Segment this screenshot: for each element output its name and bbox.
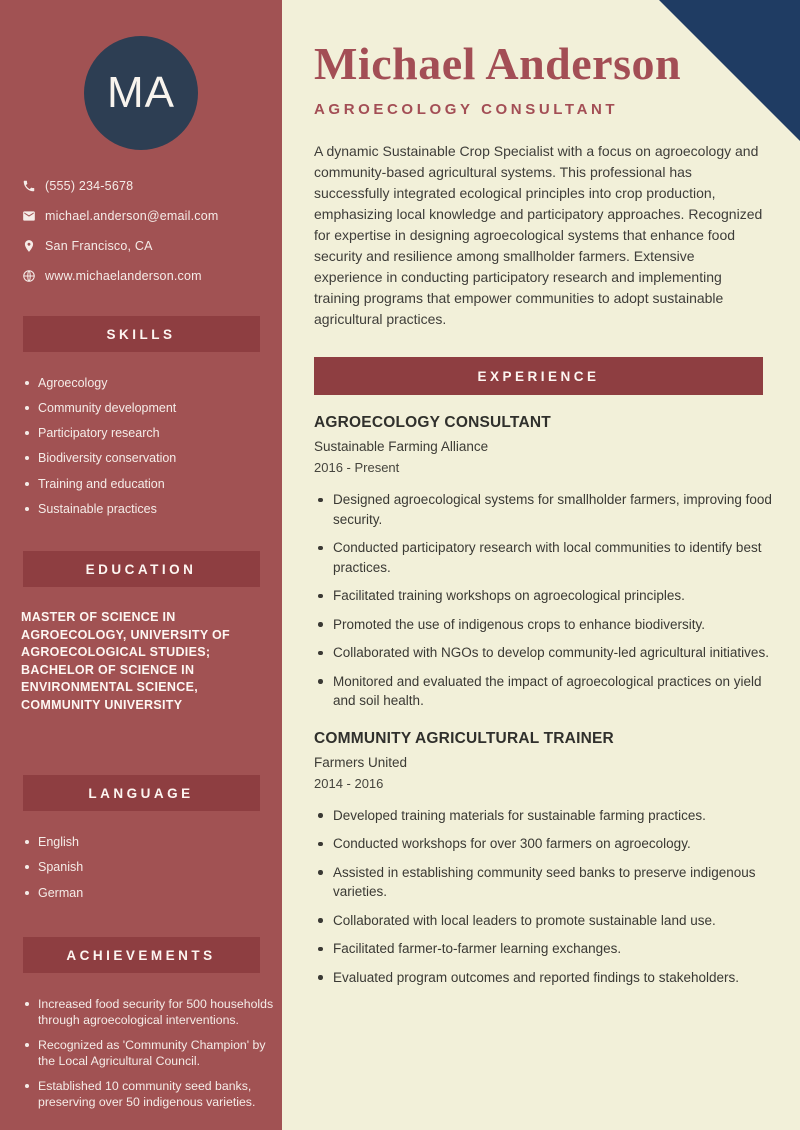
job-bullet-list	[314, 490, 772, 711]
phone-icon	[22, 179, 36, 193]
profile-summary: A dynamic Sustainable Crop Specialist with a focus on agroecology and community-based agricultural systems. This professional has successfully integrated ecological principles into crop production, emphasizing local knowledge and participatory approaches. Recognized for expertise in designing agroecological systems that enhance food security and resilience among smallholder farmers. Extensive experience in conducting participatory research and implementing training programs that empower communities to adopt sustainable agricultural practices.	[314, 143, 763, 328]
job-title: AGROECOLOGY CONSULTANT	[314, 414, 551, 432]
phone-number: (555) 234-5678	[45, 179, 134, 193]
job-bullet: Promoted the use of indigenous crops to enhance biodiversity.	[314, 615, 772, 635]
job-bullet: Assisted in establishing community seed banks to preserve indigenous varieties.	[314, 863, 772, 902]
experience-title: EXPERIENCE	[477, 368, 600, 384]
skills-list	[25, 376, 282, 517]
job-bullet: Collaborated with NGOs to develop community-led agricultural initiatives.	[314, 643, 772, 663]
skill-item: Biodiversity conservation	[25, 451, 282, 467]
job-bullet-list	[314, 806, 772, 988]
skills-section-header	[23, 316, 260, 352]
job-dates: 2014 - 2016	[314, 775, 384, 791]
skill-item: Sustainable practices	[25, 502, 282, 518]
skill-item: Agroecology	[25, 376, 282, 392]
contact-row-phone	[22, 179, 282, 193]
language-item: Spanish	[25, 860, 282, 876]
email-address: michael.anderson@email.com	[45, 209, 219, 223]
website-url: www.michaelanderson.com	[45, 269, 202, 283]
job-bullet: Facilitated training workshops on agroecological principles.	[314, 586, 772, 606]
skill-item: Participatory research	[25, 426, 282, 442]
job-company: Farmers United	[314, 754, 408, 770]
job-bullet: Conducted participatory research with local communities to identify best practices.	[314, 538, 772, 577]
language-item: English	[25, 835, 282, 851]
job-entry-1	[314, 414, 772, 711]
website-icon	[22, 269, 36, 283]
job-dates: 2016 - Present	[314, 460, 400, 476]
contact-info	[22, 179, 282, 283]
person-job-title: AGROECOLOGY CONSULTANT	[314, 101, 619, 119]
job-entry-2	[314, 730, 772, 988]
job-bullet: Collaborated with local leaders to promote sustainable land use.	[314, 911, 772, 931]
skill-item: Community development	[25, 401, 282, 417]
job-bullet: Monitored and evaluated the impact of agroecological practices on yield and soil health.	[314, 672, 772, 711]
language-title: LANGUAGE	[88, 785, 194, 801]
contact-row-website	[22, 269, 282, 283]
job-bullet: Conducted workshops for over 300 farmers on agroecology.	[314, 834, 772, 854]
language-list	[25, 835, 282, 901]
experience-section-header	[314, 357, 763, 395]
achievements-list	[25, 997, 282, 1110]
education-text: MASTER OF SCIENCE IN AGROECOLOGY, UNIVERSITY OF AGROECOLOGICAL STUDIES; BACHELOR OF SCIENCE IN ENVIRONMENTAL SCIENCE, COMMUNITY UNIVERSITY	[21, 610, 230, 712]
location-text: San Francisco, CA	[45, 239, 153, 253]
main-content	[282, 0, 800, 1130]
achievement-item: Recognized as 'Community Champion' by the Local Agricultural Council.	[25, 1038, 282, 1069]
education-title: EDUCATION	[85, 561, 197, 577]
job-bullet: Developed training materials for sustainable farming practices.	[314, 806, 772, 826]
person-name: Michael Anderson	[314, 38, 682, 89]
education-section-header	[23, 551, 260, 587]
achievement-item: Increased food security for 500 households through agroecological interventions.	[25, 997, 282, 1028]
achievement-item: Established 10 community seed banks, preserving over 50 indigenous varieties.	[25, 1079, 282, 1110]
contact-row-email	[22, 209, 282, 223]
job-bullet: Designed agroecological systems for smallholder farmers, improving food security.	[314, 490, 772, 529]
contact-row-location	[22, 239, 282, 253]
job-title: COMMUNITY AGRICULTURAL TRAINER	[314, 729, 614, 747]
language-section-header	[23, 775, 260, 811]
avatar	[84, 36, 198, 150]
achievements-section-header	[23, 937, 260, 973]
sidebar	[0, 0, 282, 1130]
job-bullet: Facilitated farmer-to-farmer learning exchanges.	[314, 939, 772, 959]
job-bullet: Evaluated program outcomes and reported findings to stakeholders.	[314, 968, 772, 988]
job-company: Sustainable Farming Alliance	[314, 439, 489, 455]
avatar-initials: MA	[107, 68, 175, 117]
email-icon	[22, 209, 36, 223]
skill-item: Training and education	[25, 477, 282, 493]
skills-title: SKILLS	[106, 326, 176, 342]
language-item: German	[25, 886, 282, 902]
location-icon	[22, 239, 36, 253]
achievements-title: ACHIEVEMENTS	[66, 947, 216, 963]
